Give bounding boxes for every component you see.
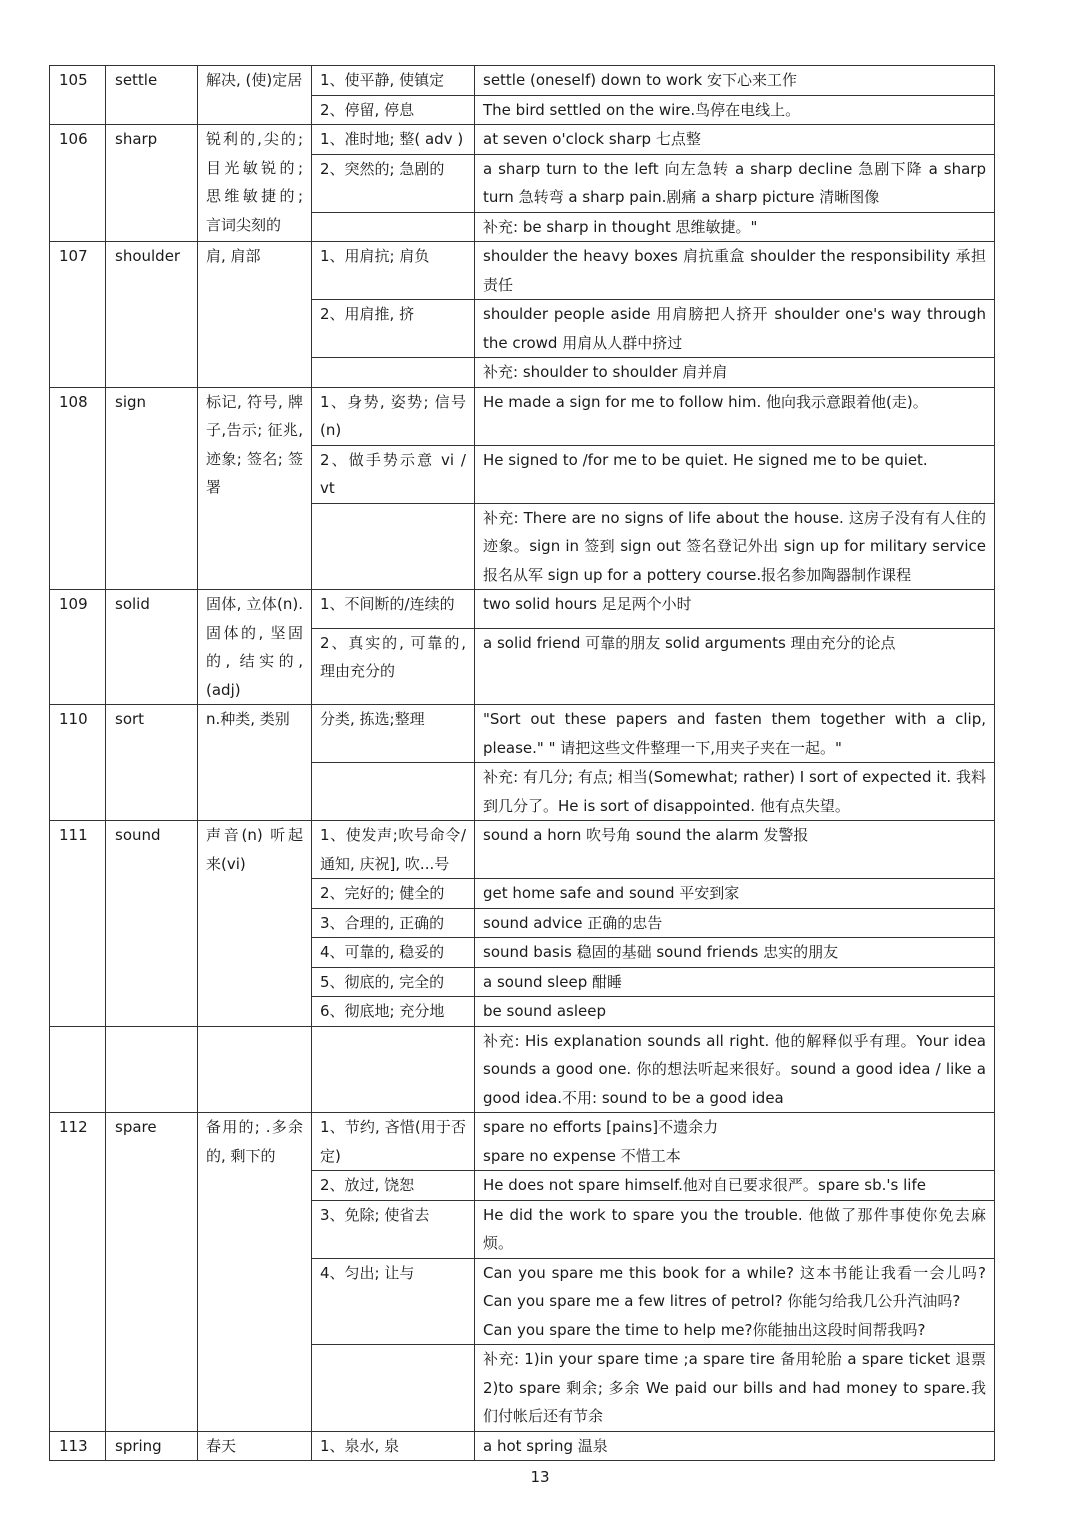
sense-cell: 2、真实的, 可靠的, 理由充分的 bbox=[312, 628, 475, 704]
example-cell: sound basis 稳固的基础 sound friends 忠实的朋友 bbox=[475, 938, 995, 968]
sense-cell: 1、使平静, 使镇定 bbox=[312, 66, 475, 96]
headword-meaning: 固体, 立体(n). 固体的, 坚固的, 结实的, (adj) bbox=[198, 590, 312, 705]
table-row bbox=[50, 242, 995, 300]
page-number: 13 bbox=[530, 1468, 550, 1486]
sense-cell: 1、不间断的/连续的 bbox=[312, 590, 475, 629]
example-cell: at seven o'clock sharp 七点整 bbox=[475, 125, 995, 155]
table-row bbox=[50, 705, 995, 763]
example-cell: He made a sign for me to follow him. 他向我示意跟着他(走)。 bbox=[475, 387, 995, 445]
sense-cell: 2、突然的; 急剧的 bbox=[312, 154, 475, 212]
example-cell: "Sort out these papers and fasten them together with a clip, please." " 请把这些文件整理一下,用夹子夹在一起。" bbox=[475, 705, 995, 763]
sense-cell: 1、身势, 姿势; 信号(n) bbox=[312, 387, 475, 445]
example-cell: a sound sleep 酣睡 bbox=[475, 967, 995, 997]
sense-cell: 4、匀出; 让与 bbox=[312, 1258, 475, 1345]
table-row bbox=[50, 1431, 995, 1461]
sense-cell bbox=[312, 1345, 475, 1432]
sense-cell bbox=[312, 358, 475, 388]
headword: spring bbox=[106, 1431, 198, 1461]
example-cell: sound advice 正确的忠告 bbox=[475, 908, 995, 938]
example-cell: two solid hours 足足两个小时 bbox=[475, 590, 995, 629]
empty-cell bbox=[198, 1026, 312, 1113]
sense-cell: 6、彻底地; 充分地 bbox=[312, 997, 475, 1027]
headword-meaning: 肩, 肩部 bbox=[198, 242, 312, 388]
example-cell: shoulder people aside 用肩膀把人挤开 shoulder one's way through the crowd 用肩从人群中挤过 bbox=[475, 300, 995, 358]
example-cell: get home safe and sound 平安到家 bbox=[475, 879, 995, 909]
example-cell: a solid friend 可靠的朋友 solid arguments 理由充分的论点 bbox=[475, 628, 995, 704]
example-cell: He does not spare himself.他对自已要求很严。spare sb.'s life bbox=[475, 1171, 995, 1201]
headword-meaning: 解决, (使)定居 bbox=[198, 66, 312, 125]
sense-cell: 2、做手势示意 vi / vt bbox=[312, 445, 475, 503]
example-cell: settle (oneself) down to work 安下心来工作 bbox=[475, 66, 995, 96]
headword-meaning: 锐利的,尖的; 目光敏锐的; 思维敏捷的; 言词尖刻的 bbox=[198, 125, 312, 242]
sense-cell: 2、放过, 饶恕 bbox=[312, 1171, 475, 1201]
sense-cell: 4、可靠的, 稳妥的 bbox=[312, 938, 475, 968]
sense-cell: 2、停留, 停息 bbox=[312, 95, 475, 125]
headword: spare bbox=[106, 1113, 198, 1432]
sense-cell: 1、使发声;吹号命令/通知, 庆祝], 吹...号 bbox=[312, 821, 475, 879]
vocabulary-sheet bbox=[49, 65, 994, 1461]
vocabulary-table bbox=[49, 65, 995, 1461]
sense-cell bbox=[312, 503, 475, 590]
example-cell: He signed to /for me to be quiet. He signed me to be quiet. bbox=[475, 445, 995, 503]
example-cell: a hot spring 温泉 bbox=[475, 1431, 995, 1461]
sense-cell: 3、合理的, 正确的 bbox=[312, 908, 475, 938]
table-row bbox=[50, 590, 995, 629]
sense-cell: 1、用肩抗; 肩负 bbox=[312, 242, 475, 300]
entry-number: 109 bbox=[50, 590, 106, 705]
sense-cell bbox=[312, 212, 475, 242]
example-cell: The bird settled on the wire.鸟停在电线上。 bbox=[475, 95, 995, 125]
sense-cell bbox=[312, 763, 475, 821]
headword-meaning: 声音(n) 听起来(vi) bbox=[198, 821, 312, 1027]
entry-number: 112 bbox=[50, 1113, 106, 1432]
headword: shoulder bbox=[106, 242, 198, 388]
entry-number: 111 bbox=[50, 821, 106, 1027]
sense-cell: 1、节约, 吝惜(用于否定) bbox=[312, 1113, 475, 1171]
table-row bbox=[50, 1113, 995, 1171]
sense-cell: 分类, 拣选;整理 bbox=[312, 705, 475, 763]
entry-number: 106 bbox=[50, 125, 106, 242]
entry-number: 113 bbox=[50, 1431, 106, 1461]
table-row bbox=[50, 125, 995, 155]
sense-cell: 5、彻底的, 完全的 bbox=[312, 967, 475, 997]
example-cell: 补充: There are no signs of life about the house. 这房子没有有人住的迹象。sign in 签到 sign out 签名登记外出 sign up for military service 报名从军 sign up for a pottery course.报名参加陶器制作课程 bbox=[475, 503, 995, 590]
example-cell: sound a horn 吹号角 sound the alarm 发警报 bbox=[475, 821, 995, 879]
headword-meaning: 备用的; .多余的, 剩下的 bbox=[198, 1113, 312, 1432]
entry-number: 110 bbox=[50, 705, 106, 821]
sense-cell bbox=[312, 1026, 475, 1113]
sense-cell: 2、完好的; 健全的 bbox=[312, 879, 475, 909]
example-cell: 补充: 有几分; 有点; 相当(Somewhat; rather) I sort of expected it. 我料到几分了。He is sort of disappointed. 他有点失望。 bbox=[475, 763, 995, 821]
headword: sharp bbox=[106, 125, 198, 242]
table-row bbox=[50, 66, 995, 96]
example-cell: be sound asleep bbox=[475, 997, 995, 1027]
sense-cell: 1、准时地; 整( adv ) bbox=[312, 125, 475, 155]
headword-meaning: n.种类, 类别 bbox=[198, 705, 312, 821]
example-cell: 补充: His explanation sounds all right. 他的解释似乎有理。Your idea sounds a good one. 你的想法听起来很好。sound a good idea / like a good idea.不用: sound to be a good idea bbox=[475, 1026, 995, 1113]
entry-number: 108 bbox=[50, 387, 106, 590]
empty-cell bbox=[50, 1026, 106, 1113]
example-cell: Can you spare me this book for a while? 这本书能让我看一会儿吗?Can you spare me a few litres of petrol? 你能匀给我几公升汽油吗? Can you spare the time to help me?你能抽出这段时间帮我吗? bbox=[475, 1258, 995, 1345]
example-cell: spare no efforts [pains]不遗余力 spare no expense 不惜工本 bbox=[475, 1113, 995, 1171]
headword: sign bbox=[106, 387, 198, 590]
empty-cell bbox=[106, 1026, 198, 1113]
headword: settle bbox=[106, 66, 198, 125]
headword: sound bbox=[106, 821, 198, 1027]
example-cell: He did the work to spare you the trouble. 他做了那件事使你免去麻烦。 bbox=[475, 1200, 995, 1258]
example-cell: 补充: shoulder to shoulder 肩并肩 bbox=[475, 358, 995, 388]
table-row bbox=[50, 1026, 995, 1113]
sense-cell: 2、用肩推, 挤 bbox=[312, 300, 475, 358]
table-row bbox=[50, 387, 995, 445]
example-cell: shoulder the heavy boxes 肩抗重盒 shoulder the responsibility 承担责任 bbox=[475, 242, 995, 300]
vocabulary-table-body bbox=[50, 66, 995, 1461]
table-row bbox=[50, 821, 995, 879]
entry-number: 105 bbox=[50, 66, 106, 125]
entry-number: 107 bbox=[50, 242, 106, 388]
sense-cell: 1、泉水, 泉 bbox=[312, 1431, 475, 1461]
headword: sort bbox=[106, 705, 198, 821]
headword-meaning: 标记, 符号, 牌子,告示; 征兆, 迹象; 签名; 签署 bbox=[198, 387, 312, 590]
sense-cell: 3、免除; 使省去 bbox=[312, 1200, 475, 1258]
example-cell: 补充: be sharp in thought 思维敏捷。" bbox=[475, 212, 995, 242]
example-cell: a sharp turn to the left 向左急转 a sharp decline 急剧下降 a sharp turn 急转弯 a sharp pain.剧痛 a sharp picture 清晰图像 bbox=[475, 154, 995, 212]
example-cell: 补充: 1)in your spare time ;a spare tire 备用轮胎 a spare ticket 退票 2)to spare 剩余; 多余 We paid our bills and had money to spare.我们付帐后还有节余 bbox=[475, 1345, 995, 1432]
headword: solid bbox=[106, 590, 198, 705]
headword-meaning: 春天 bbox=[198, 1431, 312, 1461]
